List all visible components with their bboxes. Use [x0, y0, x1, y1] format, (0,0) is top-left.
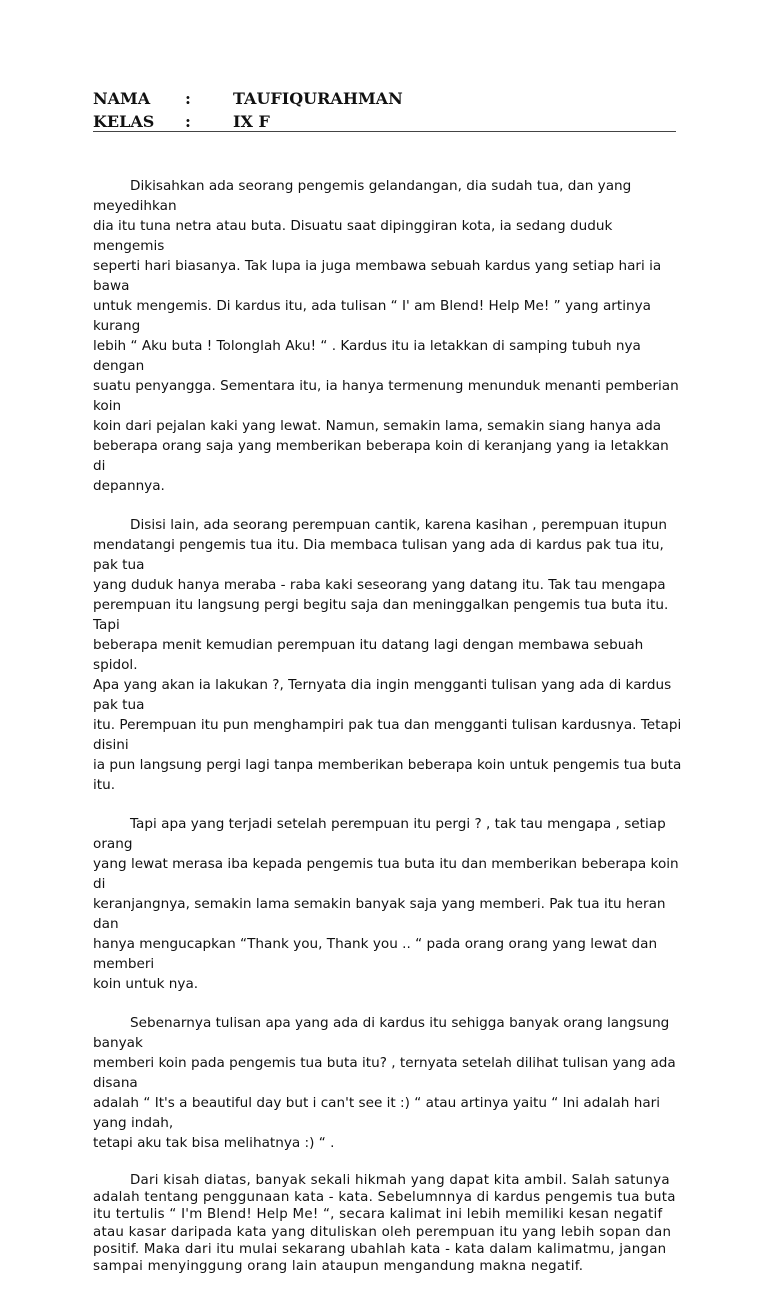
name-colon: :: [185, 89, 191, 108]
story-paragraph-4: Sebenarnya tulisan apa yang ada di kardus itu sehigga banyak orang langsung banyak memberi koin pada pengemis tua buta itu? , ternyata setelah dilihat tulisan yang ada disana adalah “ It's a beautiful day but i can't see it :) “ atau artinya yaitu “ Ini adalah hari yang indah, tetapi aku tak bisa melihatnya :) “ .: [93, 1015, 676, 1151]
student-name: TAUFIQURAHMAN: [233, 89, 403, 108]
class-row: [93, 110, 676, 133]
header-divider: [93, 131, 676, 132]
student-class: IX F: [233, 112, 270, 131]
story-paragraph-1: Dikisahkan ada seorang pengemis gelandangan, dia sudah tua, dan yang meyedihkan dia itu tuna netra atau buta. Disuatu saat dipinggiran kota, ia sedang duduk mengemis seperti hari biasanya. Tak lupa ia juga membawa sebuah kardus yang setiap hari ia bawa untuk mengemis. Di kardus itu, ada tulisan “ I' am Blend! Help Me! ” yang artinya kurang lebih “ Aku buta ! Tolonglah Aku! “ . Kardus itu ia letakkan di samping tubuh nya dengan suatu penyangga. Sementara itu, ia hanya termenung menunduk menanti pemberian koin koin dari pejalan kaki yang lewat. Namun, semakin lama, semakin siang hanya ada beberapa orang saja yang memberikan beberapa koin di keranjang yang ia letakkan di depannya.: [93, 178, 679, 494]
story-paragraph-3: Tapi apa yang terjadi setelah perempuan itu pergi ? , tak tau mengapa , setiap orang yang lewat merasa iba kepada pengemis tua buta itu dan memberikan beberapa koin di keranjangnya, semakin lama semakin banyak saja yang memberi. Pak tua itu heran dan hanya mengucapkan “Thank you, Thank you .. “ pada orang orang yang lewat dan memberi koin untuk nya.: [93, 816, 679, 992]
story-body: [93, 176, 683, 1294]
student-identity-header: [93, 87, 676, 133]
story-paragraph-5: Dari kisah diatas, banyak sekali hikmah yang dapat kita ambil. Salah satunya adalah tentang penggunaan kata - kata. Sebelumnnya di kardus pengemis tua buta itu tertulis “ I'm Blend! Help Me! “, secara kalimat ini lebih memiliki kesan negatif atau kasar daripada kata yang dituliskan oleh perempuan itu yang lebih sopan dan positif. Maka dari itu mulai sekarang ubahlah kata - kata dalam kalimatmu, jangan sampai menyinggung orang lain ataupun mengandung makna negatif.: [93, 1173, 676, 1275]
name-row: [93, 87, 676, 110]
story-paragraph-2: Disisi lain, ada seorang perempuan cantik, karena kasihan , perempuan itupun mendatangi pengemis tua itu. Dia membaca tulisan yang ada di kardus pak tua itu, pak tua yang duduk hanya meraba - raba kaki seseorang yang datang itu. Tak tau mengapa perempuan itu langsung pergi begitu saja dan meninggalkan pengemis tua buta itu. Tapi beberapa menit kemudian perempuan itu datang lagi dengan membawa sebuah spidol. Apa yang akan ia lakukan ?, Ternyata dia ingin mengganti tulisan yang ada di kardus pak tua itu. Perempuan itu pun menghampiri pak tua dan mengganti tulisan kardusnya. Tetapi disini ia pun langsung pergi lagi tanpa memberikan beberapa koin untuk pengemis tua buta itu.: [93, 517, 682, 793]
name-label: NAMA: [93, 89, 151, 108]
class-label: KELAS: [93, 112, 155, 131]
class-colon: :: [185, 112, 191, 131]
